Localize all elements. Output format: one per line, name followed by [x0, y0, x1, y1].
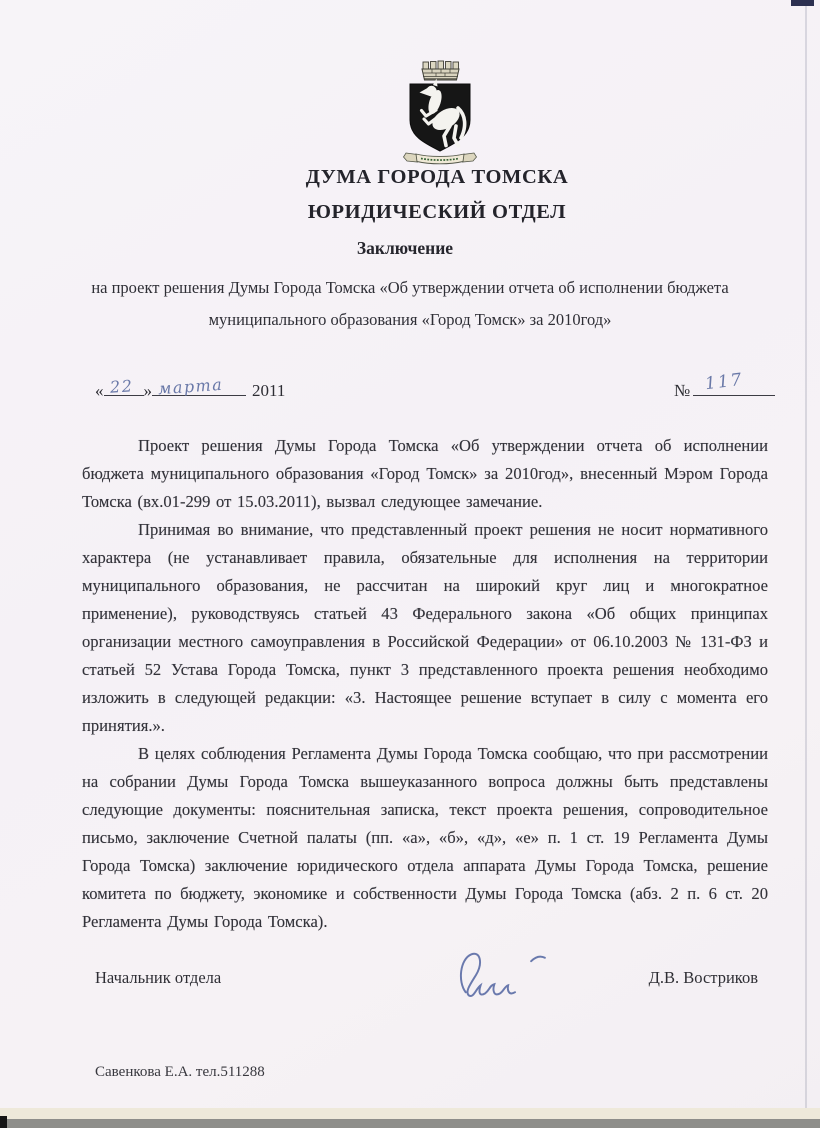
scan-corner-mark-bottom-left: [0, 1116, 7, 1128]
signer-position: Начальник отдела: [95, 968, 222, 987]
paragraph: Проект решения Думы Города Томска «Об утверждении отчета об исполнении бюджета муниципального образования «Город Томск» за 2010год», внесенный Мэром Города Томска (вх.01-299 от 15.03.2011), вызвал следующее замечание.: [82, 436, 768, 511]
document-subtitle: на проект решения Думы Города Томска «Об утверждении отчета об исполнении бюджета муниципального образования «Город Томск» за 2010год»: [91, 278, 729, 329]
org-name: ДУМА ГОРОДА ТОМСКА: [305, 166, 569, 188]
handwritten-day: 22: [108, 376, 134, 397]
mural-crown-icon: [422, 61, 459, 80]
handwritten-number: 117: [704, 369, 745, 395]
number-blank: [693, 369, 775, 396]
close-quote: »: [143, 381, 152, 400]
paragraph: В целях соблюдения Регламента Думы Города Томска сообщаю, что при рассмотрении на собрании Думы Города Томска вышеуказанного вопроса должны быть представлены следующие документы: пояснительная записка, текст проекта решения, сопроводительное письмо, заключение Счетной палаты (пп. «а», «б», «д», «е» п. 1 ст. 19 Регламента Думы Города Томска) заключение юридического отдела аппарата Думы Города Томска, решение комитета по бюджету, экономике и собственности Думы Города Томска (абз. 2 п. 6 ст. 20 Регламента Думы Города Томска).: [82, 744, 768, 931]
ribbon-icon: [404, 153, 477, 164]
date-row: [95, 374, 286, 401]
date-month-blank: [152, 374, 246, 399]
document-title: Заключение: [356, 238, 454, 258]
number-label: №: [674, 381, 691, 400]
signer-name: Д.В. Востриков: [648, 968, 758, 987]
org-department: ЮРИДИЧЕСКИЙ ОТДЕЛ: [307, 201, 567, 223]
handwritten-month: марта: [157, 374, 224, 399]
open-quote: «: [95, 381, 104, 400]
scan-edge-line: [805, 0, 807, 1118]
date-year: 2011: [252, 381, 286, 400]
signature-scribble: [448, 944, 566, 1006]
executor-contact: Савенкова Е.А. тел.511288: [95, 1064, 265, 1080]
scan-strip-cream: [0, 1108, 820, 1119]
paragraph: Принимая во внимание, что представленный проект решения не носит нормативного характера (не устанавливает правила, обязательные для исполнения на территории муниципального образования, не рассчитан на широкий круг лиц и многократное применение), руководствуясь статьей 43 Федерального закона «Об общих принципах организации местного самоуправления в Российской Федерации» от 06.10.2003 № 131-ФЗ и статьей 52 Устава Города Томска, пункт 3 представленного проекта решения необходимо изложить в следующей редакции: «3. Настоящее решение вступает в силу с момента его принятия.».: [82, 520, 768, 735]
number-row: [674, 369, 775, 401]
date-day-blank: [104, 376, 144, 397]
scan-strip-gray: [0, 1119, 820, 1128]
document-body: [82, 432, 768, 936]
scan-corner-mark-top-right: [791, 0, 814, 6]
tomsk-coat-of-arms: [392, 58, 488, 170]
